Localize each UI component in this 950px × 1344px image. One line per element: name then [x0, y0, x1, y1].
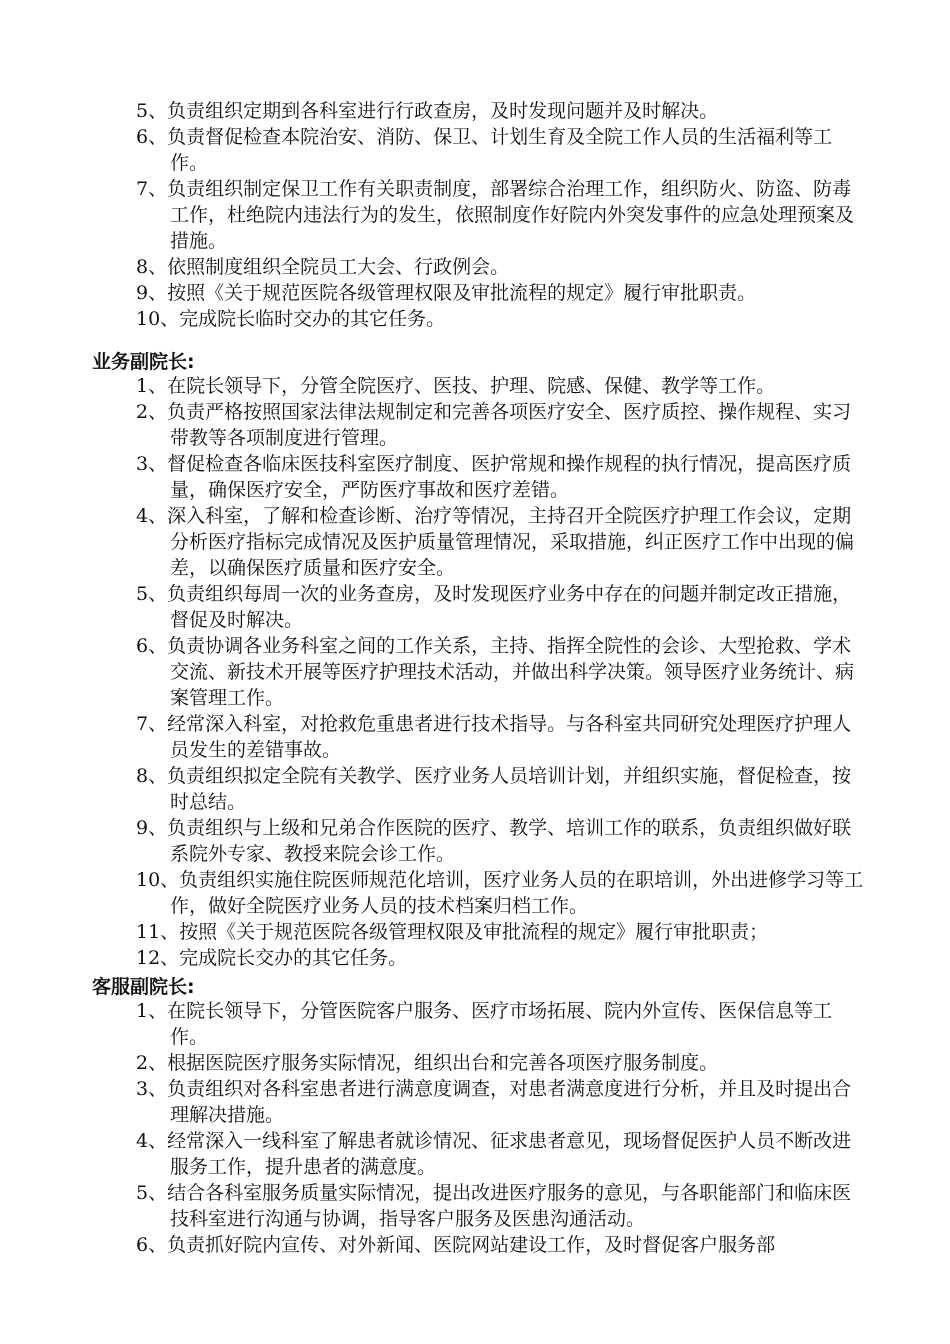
list-item: 1、在院长领导下，分管医院客户服务、医疗市场拓展、院内外宣传、医保信息等工作。 — [136, 1000, 833, 1048]
list-item: 5、负责组织定期到各科室进行行政查房，及时发现问题并及时解决。 — [136, 100, 719, 122]
list-item: 11、按照《关于规范医院各级管理权限及审批流程的规定》履行审批职责； — [136, 921, 769, 943]
service-vp-heading: 客服副院长: — [92, 976, 195, 998]
list-item: 7、经常深入科室，对抢救危重患者进行技术指导。与各科室共同研究处理医疗护理人员发生的差错事故。 — [136, 713, 852, 761]
admin-duties-list — [136, 98, 866, 332]
list-item: 3、督促检查各临床医技科室医疗制度、医护常规和操作规程的执行情况，提高医疗质量，确保医疗安全，严防医疗事故和医疗差错。 — [136, 453, 852, 501]
list-item: 1、在院长领导下，分管全院医疗、医技、护理、院感、保健、教学等工作。 — [136, 375, 776, 397]
list-item: 6、负责督促检查本院治安、消防、保卫、计划生育及全院工作人员的生活福利等工作。 — [136, 126, 833, 174]
business-vp-heading: 业务副院长: — [92, 351, 195, 373]
list-item: 2、根据医院医疗服务实际情况，组织出台和完善各项医疗服务制度。 — [136, 1052, 719, 1074]
list-item: 3、负责组织对各科室患者进行满意度调查，对患者满意度进行分析，并且及时提出合理解决措施。 — [136, 1078, 852, 1126]
list-item: 10、完成院长临时交办的其它任务。 — [136, 308, 446, 330]
list-item: 10、负责组织实施住院医师规范化培训，医疗业务人员的在职培训，外出进修学习等工作，做好全院医疗业务人员的技术档案归档工作。 — [136, 869, 864, 917]
list-item: 5、结合各科室服务质量实际情况，提出改进医疗服务的意见，与各职能部门和临床医技科室进行沟通与协调，指导客户服务及医患沟通活动。 — [136, 1182, 852, 1230]
business-duties-list — [136, 373, 866, 971]
service-duties-list — [136, 998, 866, 1258]
list-item: 6、负责抓好院内宣传、对外新闻、医院网站建设工作，及时督促客户服务部 — [136, 1234, 776, 1256]
list-item: 9、负责组织与上级和兄弟合作医院的医疗、教学、培训工作的联系，负责组织做好联系院外专家、教授来院会诊工作。 — [136, 817, 852, 865]
list-item: 12、完成院长交办的其它任务。 — [136, 947, 408, 969]
list-item: 7、负责组织制定保卫工作有关职责制度，部署综合治理工作，组织防火、防盗、防毒工作，杜绝院内违法行为的发生，依照制度作好院内外突发事件的应急处理预案及措施。 — [136, 178, 855, 252]
list-item: 5、负责组织每周一次的业务查房，及时发现医疗业务中存在的问题并制定改正措施，督促及时解决。 — [136, 583, 852, 631]
list-item: 4、经常深入一线科室了解患者就诊情况、征求患者意见，现场督促医护人员不断改进服务工作，提升患者的满意度。 — [136, 1130, 852, 1178]
list-item: 6、负责协调各业务科室之间的工作关系，主持、指挥全院性的会诊、大型抢救、学术交流、新技术开展等医疗护理技术活动，并做出科学决策。领导医疗业务统计、病案管理工作。 — [136, 635, 855, 709]
list-item: 4、深入科室，了解和检查诊断、治疗等情况，主持召开全院医疗护理工作会议，定期分析医疗指标完成情况及医护质量管理情况，采取措施，纠正医疗工作中出现的偏差，以确保医疗质量和医疗安全。 — [136, 505, 855, 579]
list-item: 2、负责严格按照国家法律法规制定和完善各项医疗安全、医疗质控、操作规程、实习带教等各项制度进行管理。 — [136, 401, 852, 449]
list-item: 8、负责组织拟定全院有关教学、医疗业务人员培训计划，并组织实施，督促检查，按时总结。 — [136, 765, 852, 813]
list-item: 9、按照《关于规范医院各级管理权限及审批流程的规定》履行审批职责。 — [136, 282, 757, 304]
list-item: 8、依照制度组织全院员工大会、行政例会。 — [136, 256, 510, 278]
